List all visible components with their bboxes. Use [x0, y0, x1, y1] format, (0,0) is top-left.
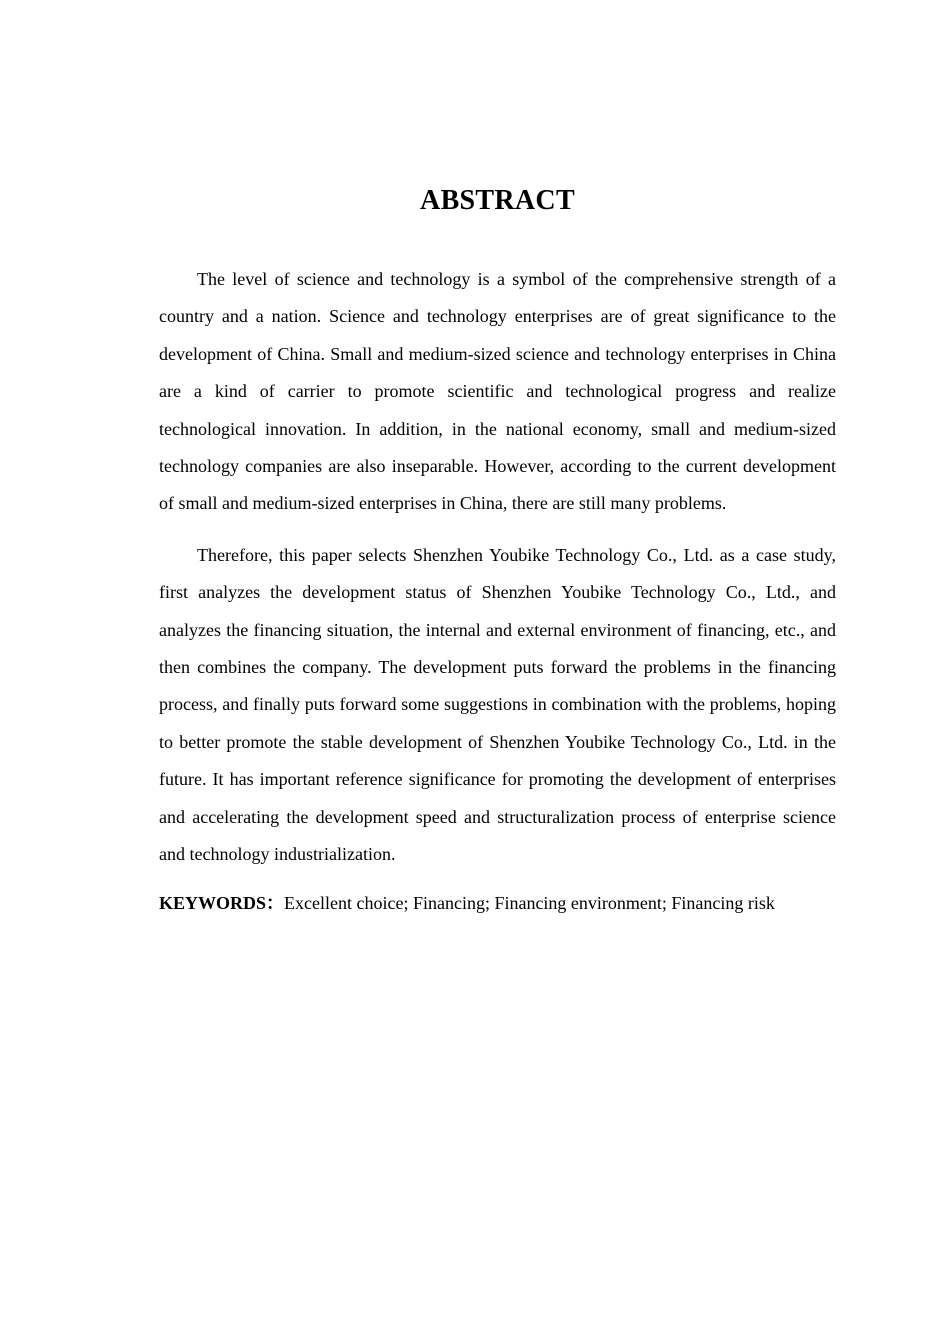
keywords-line: [159, 888, 836, 918]
abstract-paragraph-2: Therefore, this paper selects Shenzhen Youbike Technology Co., Ltd. as a case study, first analyzes the development status of Shenzhen Youbike Technology Co., Ltd., and analyzes the financing situation, the internal and external environment of financing, etc., and then combines the company. The development puts forward the problems in the financing process, and finally puts forward some suggestions in combination with the problems, hoping to better promote the stable development of Shenzhen Youbike Technology Co., Ltd. in the future. It has important reference significance for promoting the development of enterprises and accelerating the development speed and structuralization process of enterprise science and technology industrialization.: [159, 544, 836, 865]
abstract-paragraph-1: The level of science and technology is a symbol of the comprehensive strength of a country and a nation. Science and technology enterprises are of great significance to the development of China. Small and medium-sized science and technology enterprises in China are a kind of carrier to promote scientific and technological progress and realize technological innovation. In addition, in the national economy, small and medium-sized technology companies are also inseparable. However, according to the current development of small and medium-sized enterprises in China, there are still many problems.: [159, 269, 836, 514]
keywords-separator: ：: [266, 892, 285, 913]
page-title: ABSTRACT: [420, 185, 575, 216]
abstract-body: [159, 261, 836, 918]
keywords-text: Excellent choice; Financing; Financing environment; Financing risk: [284, 892, 775, 913]
keywords-label: KEYWORDS: [159, 892, 267, 913]
